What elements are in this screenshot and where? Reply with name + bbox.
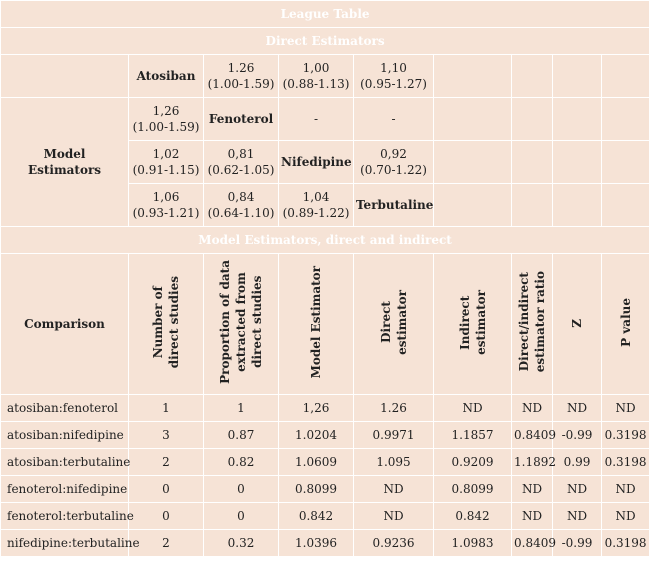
col-indirect-est (434, 254, 512, 395)
empty-cell (553, 55, 602, 98)
table-title: League Table (1, 1, 650, 28)
cell-p: 0.3198 (602, 449, 650, 476)
col-proportion (204, 254, 279, 395)
cell-num-direct: 1 (129, 395, 204, 422)
direct-section-header: Direct Estimators (1, 28, 650, 55)
cell-direct-est: 0.9236 (354, 530, 434, 557)
drug-atosiban: Atosiban (129, 55, 204, 98)
cell-proportion: 0.82 (204, 449, 279, 476)
cell-indirect-est: ND (434, 395, 512, 422)
table-row (1, 530, 650, 557)
empty-cell (512, 141, 553, 184)
model-section-header: Model Estimators, direct and indirect (1, 227, 650, 254)
empty-cell (602, 184, 650, 227)
empty-cell (434, 55, 512, 98)
cell-direct-est: 0.9971 (354, 422, 434, 449)
cell-comparison: atosiban:nifedipine (1, 422, 129, 449)
table-row (1, 395, 650, 422)
cell-direct-est: 1.095 (354, 449, 434, 476)
cell-ratio: 0.8409 (512, 530, 553, 557)
cell-proportion: 1 (204, 395, 279, 422)
empty-cell (553, 98, 602, 141)
col-ratio-label: Direct/indirect estimator ratio (517, 271, 547, 373)
cell-proportion: 0.32 (204, 530, 279, 557)
cell-z: -0.99 (553, 530, 602, 557)
cell-proportion: 0 (204, 476, 279, 503)
empty-cell (602, 55, 650, 98)
model-fen-ato: 1,26 (1.00-1.59) (129, 98, 204, 141)
model-estimators-label: Model Estimators (1, 98, 129, 227)
league-row-atosiban (1, 55, 650, 98)
cell-model-est: 1,26 (279, 395, 354, 422)
cell-ratio: 1.1892 (512, 449, 553, 476)
cell-num-direct: 0 (129, 503, 204, 530)
col-z-label: Z (570, 319, 584, 328)
cell-p: ND (602, 476, 650, 503)
empty-cell (434, 184, 512, 227)
empty-cell (512, 98, 553, 141)
col-p-label: P value (618, 297, 633, 347)
drug-fenoterol: Fenoterol (204, 98, 279, 141)
cell-num-direct: 2 (129, 449, 204, 476)
cell-comparison: atosiban:terbutaline (1, 449, 129, 476)
model-nif-fen: 0,81 (0.62-1.05) (204, 141, 279, 184)
cell-indirect-est: 0.8099 (434, 476, 512, 503)
col-comparison: Comparison (1, 254, 129, 395)
cell-direct-est: 1.26 (354, 395, 434, 422)
cell-model-est: 0.8099 (279, 476, 354, 503)
cell-num-direct: 2 (129, 530, 204, 557)
col-z (553, 254, 602, 395)
table-row (1, 476, 650, 503)
league-row-fenoterol (1, 98, 650, 141)
cell-direct-est: ND (354, 503, 434, 530)
cell-p: 0.3198 (602, 530, 650, 557)
direct-fen-ter: - (354, 98, 434, 141)
col-p (602, 254, 650, 395)
drug-terbutaline: Terbutaline (354, 184, 434, 227)
col-model-est-label: Model Estimator (309, 265, 323, 379)
cell-p: ND (602, 503, 650, 530)
cell-proportion: 0 (204, 503, 279, 530)
cell-p: ND (602, 395, 650, 422)
column-header-row (1, 254, 650, 395)
cell-ratio: ND (512, 395, 553, 422)
cell-indirect-est: 0.842 (434, 503, 512, 530)
empty-cell (512, 55, 553, 98)
empty-cell (553, 184, 602, 227)
empty-cell (602, 141, 650, 184)
empty-cell (512, 184, 553, 227)
cell-z: -0.99 (553, 422, 602, 449)
table-row (1, 422, 650, 449)
model-ter-fen: 0,84 (0.64-1.10) (204, 184, 279, 227)
cell-indirect-est: 1.0983 (434, 530, 512, 557)
cell-comparison: atosiban:fenoterol (1, 395, 129, 422)
col-ratio (512, 254, 553, 395)
empty-cell (553, 141, 602, 184)
cell-p: 0.3198 (602, 422, 650, 449)
table-row (1, 503, 650, 530)
empty-cell (434, 141, 512, 184)
cell-num-direct: 3 (129, 422, 204, 449)
col-proportion-label: Proportion of data extracted from direct studies (218, 260, 264, 384)
cell-ratio: ND (512, 476, 553, 503)
table-row (1, 449, 650, 476)
cell-z: ND (553, 476, 602, 503)
direct-fen-nif: - (279, 98, 354, 141)
cell-indirect-est: 0.9209 (434, 449, 512, 476)
direct-ato-nif: 1,00 (0.88-1.13) (279, 55, 354, 98)
cell-ratio: ND (512, 503, 553, 530)
model-nif-ato: 1,02 (0.91-1.15) (129, 141, 204, 184)
cell-model-est: 1.0396 (279, 530, 354, 557)
empty-cell (434, 98, 512, 141)
cell-proportion: 0.87 (204, 422, 279, 449)
drug-nifedipine: Nifedipine (279, 141, 354, 184)
empty-cell (1, 55, 129, 98)
cell-indirect-est: 1.1857 (434, 422, 512, 449)
col-indirect-est-label: Indirect estimator (457, 289, 488, 355)
direct-ato-fen: 1.26 (1.00-1.59) (204, 55, 279, 98)
col-direct-est-label: Direct estimator (378, 289, 409, 355)
direct-ato-ter: 1,10 (0.95-1.27) (354, 55, 434, 98)
empty-cell (602, 98, 650, 141)
direct-nif-ter: 0,92 (0.70-1.22) (354, 141, 434, 184)
cell-z: ND (553, 503, 602, 530)
cell-comparison: fenoterol:nifedipine (1, 476, 129, 503)
cell-z: 0.99 (553, 449, 602, 476)
col-direct-est (354, 254, 434, 395)
model-ter-nif: 1,04 (0.89-1.22) (279, 184, 354, 227)
cell-direct-est: ND (354, 476, 434, 503)
col-model-est (279, 254, 354, 395)
cell-z: ND (553, 395, 602, 422)
col-num-direct (129, 254, 204, 395)
cell-comparison: nifedipine:terbutaline (1, 530, 129, 557)
cell-model-est: 0.842 (279, 503, 354, 530)
cell-model-est: 1.0609 (279, 449, 354, 476)
cell-model-est: 1.0204 (279, 422, 354, 449)
cell-comparison: fenoterol:terbutaline (1, 503, 129, 530)
cell-num-direct: 0 (129, 476, 204, 503)
cell-ratio: 0.8409 (512, 422, 553, 449)
model-ter-ato: 1,06 (0.93-1.21) (129, 184, 204, 227)
col-num-direct-label: Number of direct studies (151, 275, 181, 369)
